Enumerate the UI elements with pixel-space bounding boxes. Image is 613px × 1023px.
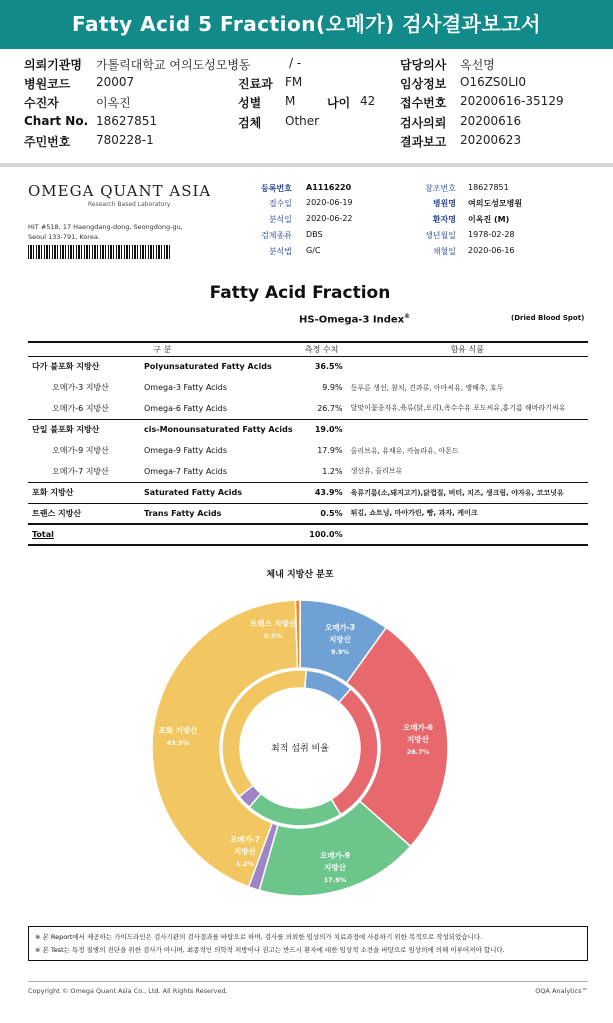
fatty-acid-en: Trans Fatty Acids [140, 503, 297, 524]
header-label: 수진자 [24, 96, 59, 110]
fatty-acid-kr: 오메가-3 지방산 [52, 383, 109, 392]
disclaimer-line: ※ 본 Report에서 제공하는 가이드라인은 검사기관의 검사결과를 바탕으로 하며, 검사를 의뢰한 임상의가 치료과정에 사용하기 위한 목적으로 작성되었습니다. [35, 933, 483, 941]
lab-address [28, 222, 228, 242]
fatty-acid-value: 1.2% [322, 466, 343, 476]
reg-value: 18627851 [468, 183, 509, 192]
slice-value-label: 9.9% [330, 648, 350, 656]
food-sources: 올리브유, 유채유, 카놀라유, 아몬드 [350, 446, 459, 455]
reg-label: 검체종류 [261, 231, 292, 240]
slice-value-label: 0.5% [263, 632, 283, 640]
total-label: Total [28, 524, 140, 545]
table-row [28, 398, 588, 419]
header-info [0, 52, 613, 159]
reg-value: 이옥진 (M) [468, 215, 510, 224]
slice-value-label: 17.9% [323, 876, 347, 884]
reg-label: 분석일 [268, 215, 292, 224]
header-label: 병원코드 [24, 77, 71, 91]
table-header-row [28, 342, 588, 356]
header-label: 담당의사 [400, 58, 447, 72]
header-value: Other [285, 114, 320, 128]
slice-value-label: 26.7% [406, 748, 430, 756]
reg-value: 2020-06-22 [306, 214, 353, 223]
slice-value-label: 43.9% [166, 739, 190, 747]
header-value: 20200616 [460, 114, 522, 128]
fatty-acid-en: Polyunsaturated Fatty Acids [144, 362, 272, 372]
donut-center-label: 최적 섭취 비율 [271, 744, 329, 754]
header-divider [0, 163, 613, 167]
fatty-acid-value: 26.7% [317, 403, 343, 413]
food-sources: 생선유, 올리브유 [350, 467, 403, 476]
header-label: 주민번호 [24, 135, 71, 149]
reg-value: G/C [306, 246, 321, 255]
reg-label: 접수일 [268, 199, 292, 208]
column-header: 함유 식품 [347, 342, 588, 356]
header-value: O16ZS0LI0 [460, 75, 527, 89]
fatty-acid-donut-chart [0, 580, 613, 920]
section-subtitle-text: HS-Omega-3 Index [299, 314, 405, 326]
reg-label: 등록번호 [261, 184, 292, 193]
slice-name-label: 오메가-7 [229, 835, 261, 844]
reg-label: 분석법 [268, 247, 292, 256]
header-label: Chart No. [24, 114, 89, 128]
reg-label: 환자명 [432, 215, 456, 224]
empty-cell [347, 524, 588, 545]
header-value: M [285, 94, 296, 108]
reg-label: 참조번호 [425, 184, 456, 193]
slice-name-label: 포화 지방산 [158, 726, 198, 735]
reg-label: 병원명 [432, 199, 456, 208]
lab-address-line: Seoul 133-791, Korea. [28, 233, 100, 241]
header-value: 20200623 [460, 133, 522, 147]
section-subtitle [299, 313, 410, 325]
header-row [0, 114, 613, 133]
slice-value-label: 1.2% [235, 860, 255, 868]
header-value: 42 [360, 94, 376, 108]
lab-logo-subtitle: Research Based Laboratory [88, 201, 171, 208]
fatty-acid-value: 36.5% [314, 362, 343, 372]
fatty-acid-en: Omega-7 Fatty Acids [144, 466, 228, 476]
header-value: 18627851 [96, 114, 158, 128]
slice-name-label: 오메가-6 [402, 723, 434, 732]
header-value: 이옥진 [96, 96, 131, 110]
slice-name-label: 지방산 [234, 847, 256, 856]
header-label: 접수번호 [400, 96, 447, 110]
reg-value: DBS [306, 230, 323, 239]
fatty-acid-en: Omega-3 Fatty Acids [144, 383, 228, 392]
column-header: 구 분 [28, 342, 297, 356]
header-value: FM [285, 75, 303, 89]
header-label: 임상정보 [400, 77, 447, 91]
slice-name-label: 오메가-3 [324, 623, 356, 632]
header-value: 20200616-35129 [460, 94, 564, 108]
fatty-acid-kr: 오메가-6 지방산 [52, 403, 109, 413]
header-label: 결과보고 [400, 135, 447, 149]
registered-mark: ® [404, 313, 411, 320]
lab-address-line: HIT #518, 17 Haengdang-dong, Seongdong-gu, [28, 223, 183, 231]
fatty-acid-en: Saturated Fatty Acids [140, 482, 297, 503]
fatty-acid-en: Omega-6 Fatty Acids [144, 403, 228, 413]
disclaimer-text: 본 Report에서 제공하는 가이드라인은 검사기관의 검사결과를 바탕으로 하며, 검사를 의뢰한 임상의가 치료과정에 사용하기 위한 목적으로 작성되었습니다. [42, 933, 483, 941]
fatty-acid-table [28, 341, 588, 546]
table-row [28, 503, 588, 524]
fatty-acid-value: 17.9% [317, 446, 343, 455]
fatty-acid-kr: 오메가-7 지방산 [52, 466, 109, 476]
reg-value: 여의도성모병원 [468, 199, 523, 208]
table-row [28, 419, 588, 440]
column-header: 측정 수치 [297, 342, 347, 356]
slice-name-label: 지방산 [324, 863, 346, 872]
fatty-acid-value: 43.9% [297, 482, 347, 503]
slice-name-label: 트랜스 지방산 [249, 619, 297, 628]
footer-brand: OQA Analytics™ [535, 987, 588, 995]
food-sources: 달맞이꽃종자유,육류(닭,오리),옥수수유 포도씨유,홍기름 해바라기씨유 [350, 404, 566, 413]
lab-logo [28, 182, 228, 242]
total-row [28, 524, 588, 545]
header-row [0, 56, 613, 75]
header-label: 검체 [238, 116, 262, 130]
fatty-acid-kr: 트랜스 지방산 [28, 503, 140, 524]
fatty-acid-value: 0.5% [297, 503, 347, 524]
table-row [28, 461, 588, 482]
total-value: 100.0% [297, 524, 347, 545]
section-title: Fatty Acid Fraction [209, 283, 391, 303]
empty-cell [140, 524, 297, 545]
reg-value: 2020-06-16 [468, 246, 515, 255]
reg-value: 2020-06-19 [306, 198, 353, 207]
header-label: 성별 [238, 96, 262, 110]
reg-value: 1978-02-28 [468, 230, 515, 239]
table-row [28, 482, 588, 503]
reg-label: 채혈일 [432, 247, 456, 256]
specimen-note: (Dried Blood Spot) [511, 314, 585, 322]
fatty-acid-en: cis-Monounsaturated Fatty Acids [140, 419, 297, 440]
header-row [0, 75, 613, 94]
header-label: 의뢰기관명 [24, 58, 82, 72]
header-row [0, 94, 613, 113]
disclaimer-line: ※ 본 Test는 특정 질병의 진단을 위한 검사가 아니며, 최종적인 의학적 처방이나 권고는 반드시 환자에 대한 임상적 소견을 바탕으로 임상의에 의해 이루어져야 합니다. [35, 946, 505, 954]
reg-label: 생년월일 [425, 231, 456, 240]
fatty-acid-kr: 다가 불포화 지방산 [32, 362, 100, 372]
header-label: 진료과 [238, 77, 273, 91]
footer-divider [28, 981, 588, 982]
header-value: 780228-1 [96, 133, 154, 147]
slice-name-label: 지방산 [407, 735, 429, 744]
fatty-acid-kr: 오메가-9 지방산 [52, 446, 109, 455]
fatty-acid-kr: 단일 불포화 지방산 [28, 419, 140, 440]
fatty-acid-value: 9.9% [322, 383, 343, 392]
barcode [28, 245, 171, 259]
reg-value: A1116220 [306, 183, 352, 192]
header-value: 가톨릭대학교 여의도성모병동 [96, 58, 251, 72]
food-sources: 튀김, 쇼트닝, 마아가린, 빵, 과자, 케이크 [347, 503, 588, 524]
table-row [28, 440, 588, 461]
header-value: 옥선명 [460, 58, 495, 72]
lab-logo-name: OMEGA QUANT ASIA [28, 182, 212, 200]
header-row [0, 133, 613, 152]
chart-title: 체내 지방산 분포 [266, 570, 334, 580]
header-value: 20007 [96, 75, 135, 89]
food-sources [347, 356, 588, 377]
footer-copyright: Copyright © Omega Quant Asia Co., Ltd. All Rights Reserved. [28, 987, 228, 995]
table-row [28, 356, 588, 377]
header-label: 나이 [327, 96, 351, 110]
disclaimer-text: 본 Test는 특정 질병의 진단을 위한 검사가 아니며, 최종적인 의학적 처방이나 권고는 반드시 환자에 대한 임상적 소견을 바탕으로 임상의에 의해 이루어져야 합니다. [42, 946, 505, 954]
food-sources [347, 419, 588, 440]
food-sources: 육류기름(소,돼지고기),닭껍질, 버터, 치즈, 생크림, 야자유, 코코넛유 [347, 482, 588, 503]
disclaimer-notes [28, 926, 588, 961]
table-row [28, 377, 588, 398]
header-value: / - [289, 56, 302, 70]
fatty-acid-kr: 포화 지방산 [28, 482, 140, 503]
report-title: Fatty Acid 5 Fraction(오메가) 검사결과보고서 [0, 0, 613, 49]
fatty-acid-en: Omega-9 Fatty Acids [144, 446, 228, 455]
fatty-acid-value: 19.0% [297, 419, 347, 440]
slice-name-label: 지방산 [329, 635, 351, 644]
food-sources: 등푸른 생선, 참치, 견과류, 아마씨유, 앵배추, 호두 [350, 383, 504, 392]
slice-name-label: 오메가-9 [319, 851, 351, 860]
header-label: 검사의뢰 [400, 116, 447, 130]
